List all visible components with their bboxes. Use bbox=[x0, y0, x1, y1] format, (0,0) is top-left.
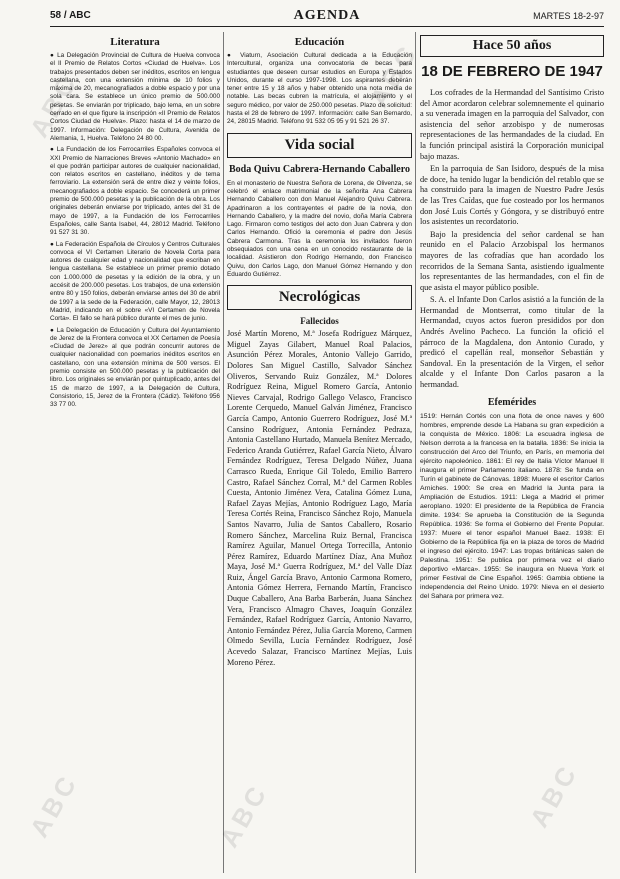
page-header bbox=[50, 8, 604, 27]
history-date-heading: 18 DE FEBRERO DE 1947 bbox=[421, 63, 603, 80]
literature-item: ● La Federación Española de Círculos y Centros Culturales convoca el VI Certamen Literario de Novela Corta para autores de cualquier edad y nacionalidad que escriban en lengua castellana. Se establece un primer premio dotado con 1.000.000 de pesetas y la edición de la obra, y un accésit de 200.000 pesetas. Los trabajos, de una extensión entre 80 y 150 folios, deberán enviarse antes del 30 de abril de 1997 a la sede de la Federación, calle Mayor, 12, 28013 Madrid, indicando en el sobre «VI Certamen de Novela Corta». El fallo se hará público durante el mes de junio. bbox=[50, 240, 220, 323]
obituaries-box: Necrológicas bbox=[227, 285, 412, 310]
watermark: ABC bbox=[363, 38, 424, 113]
literature-item: ● La Delegación de Educación y Cultura del Ayuntamiento de Jerez de la Frontera convoca el XX Certamen de Poesía «Ciudad de Jerez» al que podrán concurrir autores de cualquier nacionalidad con poemarios inéditos escritos en castellano, con una extensión mínima de 500 versos. El premio consiste en 500.000 pesetas y la publicación del libro. Los originales se enviarán por quintuplicado, antes del 15 de marzo de 1997, a la Delegación de Cultura, Consistorio, 15, Jerez de la Frontera (Cádiz). Teléfono 956 33 77 00. bbox=[50, 326, 220, 409]
wedding-title: Boda Quivu Cabrera-Hernando Caballero bbox=[228, 163, 411, 175]
social-life-box: Vida social bbox=[227, 133, 412, 158]
section-title: AGENDA bbox=[293, 8, 361, 23]
ephemerides-heading: Efemérides bbox=[487, 396, 537, 408]
history-paragraph: Bajo la presidencia del señor cardenal se han reunido en el Palacio Arzobispal los hermanos mayores de las cofradías que han acordado los recorridos de la Semana Santa, asistiendo igualmente los representantes de las hermandades, con el fin de que asista el mayor público posible. bbox=[420, 229, 604, 292]
middle-column bbox=[227, 32, 412, 873]
history-column bbox=[420, 32, 604, 873]
literature-heading: Literatura bbox=[110, 36, 160, 48]
page-number: 58 / ABC bbox=[50, 10, 91, 21]
history-paragraph: Los cofrades de la Hermandad del Santísimo Cristo del Amor acordaron celebrar solemnemente el quinario a su venerada imagen en la parroquia del Salvador, con asistencia del señor arzobispo y de numerosas representaciones de las hermandades de la ciudad. En la función principal asistirá la Corporación municipal bajo mazas. bbox=[420, 88, 604, 161]
history-paragraph: En la parroquia de San Isidoro, después de la misa de doce, ha tenido lugar la bendición del retablo que se ha construido para la imagen de Nuestro Padre Jesús de las Tres Caídas, que fue costeado por los hermanos don José Luis Cortés y Góngora, y se distribuyó entre los asistentes un recordatorio. bbox=[420, 164, 604, 227]
literature-item: ● La Delegación Provincial de Cultura de Huelva convoca el II Premio de Relatos Cortos «Ciudad de Huelva». Los trabajos presentados deben ser inéditos, escritos en lengua castellana, con una extensión mínima de 10 folios y máxima de 20, mecanografiados a doble espacio y por una sola cara. Se establece un único premio de 500.000 pesetas. Se enviarán por triplicado, bajo lema, en un sobre cerrado en el que figure la inscripción «II Premio de Relatos Cortos Ciudad de Huelva». Plazo: hasta el 14 de marzo de 1997. Información: Delegación de Cultura, Avenida de Alemania, 1, Huelva. Teléfono 24 80 00. bbox=[50, 52, 220, 142]
watermark: ABC bbox=[23, 68, 84, 143]
literature-column bbox=[50, 32, 220, 873]
watermark: ABC bbox=[523, 758, 584, 833]
wedding-text: En el monasterio de Nuestra Señora de Lorena, de Olivenza, se celebró el enlace matrimonial de la señorita Ana Cabrera Hernando Caballero con don Manuel Alejandro Quivu Cabrera. Apadrinaron a los contrayentes el padre de la novia, don Hernando Caballero, y la madre del novio, doña María Cabrera Lago. Firmaron como testigos del acto don Juan Cabrera y don Carlos Hernando. Ofició la ceremonia el padre don Jesús Cabrera Carmona. Tras la ceremonia los invitados fueron obsequiados con una cena en un conocido restaurante de la localidad. Asistieron don Rodrigo Hernando, don Francisco Quivu, don Carlos Lago, don Manuel Gómez Hernando y don Eduardo Gutiérrez. bbox=[227, 179, 412, 278]
education-item: ● Viaturn, Asociación Cultural dedicada a la Educación Intercultural, organiza una convocatoria de becas para estudiantes que deseen cursar estudios en Europa y Estados Unidos, durante el curso 1997-1998. Los aspirantes deberán tener entre 15 y 18 años y haber obtenido una nota media de notable. Las becas cubren la matrícula, el alojamiento y el seguro médico, por valor de 250.000 pesetas. Plazo de solicitud: hasta el 28 de febrero de 1997. Información: calle San Bernardo, 24, 28015 Madrid. Teléfono 91 532 05 95 y 91 521 26 37. bbox=[227, 52, 412, 126]
literature-item: ● La Fundación de los Ferrocarriles Españoles convoca el XXI Premio de Narraciones Breves «Antonio Machado» en el que podrán participar autores de cualquier nacionalidad, con relatos escritos en castellano, inéditos y de tema ferroviario. La extensión será de entre diez y veinte folios, mecanografiados a doble espacio. Se concederá un primer premio de 500.000 pesetas y la publicación de la obra. Los originales deberán enviarse por triplicado, antes del 31 de mayo de 1997, a la Fundación de los Ferrocarriles Españoles, calle Santa Isabel, 44, 28012 Madrid. Teléfono 91 527 31 30. bbox=[50, 146, 220, 237]
ephemerides-text: 1519: Hernán Cortés con una flota de once naves y 600 hombres, emprende desde La Habana su gran expedición a la conquista de México. 1806: La escuadra inglesa de Nelson derrota a la francesa en la batalla. 1836: Se inicia la construcción del Arco del Triunfo, en París, en memoria del ejército napoleónico. 1861: El rey de Italia Víctor Manuel II inaugura el primer Parlamento italiano. 1878: Se funda en Turín el gabinete de Cánovas. 1898: Muere el escritor Carlos Arniches. 1900: Se crea en Madrid la Junta para la Ampliación de Estudios. 1911: Llega a Madrid el primer aeroplano. 1920: El presidente de la República de Francia dimite. 1934: Se aprueba la Constitución de la Segunda República. 1936: Se forma el Gobierno del Frente Popular. 1937: Muere el tenor español Manuel Baez. 1938: El Gobierno de la República fija en la plaza de toros de Madrid el ingreso del ejército. 1947: Las tropas británicas salen de Palestina. 1951: Se publica por primera vez el diario deportivo «Marca». 1955: Se inaugura en Nueva York el primer Festival de Cine Español. 1965: Gambia obtiene la independencia del Reino Unido. 1979: Nieva en el desierto del Sahara por primera vez. bbox=[420, 412, 604, 600]
watermark: ABC bbox=[23, 768, 84, 843]
column-divider bbox=[223, 32, 224, 873]
history-paragraph: S. A. el Infante Don Carlos asistió a la función de la Hermandad de Montserrat, como titular de la Hermandad, cuyos actos fueron presididos por don Andrés Avelino Pacheco. La función la ofició el párroco de la Magdalena, don Antonio Curado, y predicó el capellán real, monseñor Sebastián y Sandoval. En la presentación de la Virgen, el señor alcalde y el Infante Don Carlos pasaron a la hermandad. bbox=[420, 295, 604, 390]
fifty-years-box: Hace 50 años bbox=[420, 35, 604, 57]
column-divider bbox=[415, 32, 416, 873]
issue-date: MARTES 18-2-97 bbox=[533, 11, 604, 21]
deceased-subheading: Fallecidos bbox=[300, 316, 339, 327]
watermark: ABC bbox=[213, 778, 274, 853]
education-heading: Educación bbox=[294, 36, 345, 48]
deceased-list: José Martín Moreno, M.ª Josefa Rodríguez Márquez, Miguel Zayas Gilabert, Manuel Roal Palacios, Asunción Pérez Morales, Antonio Vallejo Garrido, Dolores San Miguel Castillo, Salvador Sánchez Oliveros, Servando Ruiz González, M.ª Dolores Rodríguez Reina, Miguel Romero García, Antonio Nieves Carvajal, Rodrigo Gallego Velasco, Francisco Lorente Cerquedo, Manuel Galván Jiménez, Francisco García Campo, Antonio Guerrero Rodríguez, José M.ª Cansino Rodríguez, Antonia Fernández Pedraza, Antonia Castellano Hurtado, Manuela Benítez Mercado, Federico Aranda Gutiérrez, Rafael García Nieto, Álvaro Fernández Rodríguez, Teresa Delgado Núñez, Juana Carrasco Rueda, Enrique Gil Toledo, Emilio Barrero Castro, Rafael Sánchez Corral, M.ª del Carmen Robles Cuesta, Antonio Jiménez Vera, Catalina Gómez Luna, Rafael Zayas Mejías, Antonio Rodríguez Lago, María Teresa Cortés Reina, Francisco Sánchez Rojo, Manuela Santos Navarro, Julia de Santos Caballero, Rosario Romero Sánchez, Marcelina Ruiz Bernal, Francisca Ramírez Aguilar, Manuel Ortega Torrecilla, Antonio Pérez Ramírez, Eduardo Martínez Díaz, Ana Muñoz Maya, José M.ª Guerra Rodríguez, M.ª del Valle Díaz Ruiz, Ángel García Bravo, Antonio Carmona Romero, Antonia Gómez Herrera, Fernando Martín, Francisco Duque Caballero, Ana Barba Barberán, Juana Sánchez Vera, Francisco Almagro Chaves, Joaquín González Fernández, Rafael Rodríguez García, Antonio Navarro, Antonio Fernández Pérez, Julia García Moreno, Carmen Olmedo Sevilla, Lucía Fernández Rodríguez, José Acevedo Salazar, Francisco Martínez Mejías, Luis Moreno Pérez. bbox=[227, 329, 412, 667]
